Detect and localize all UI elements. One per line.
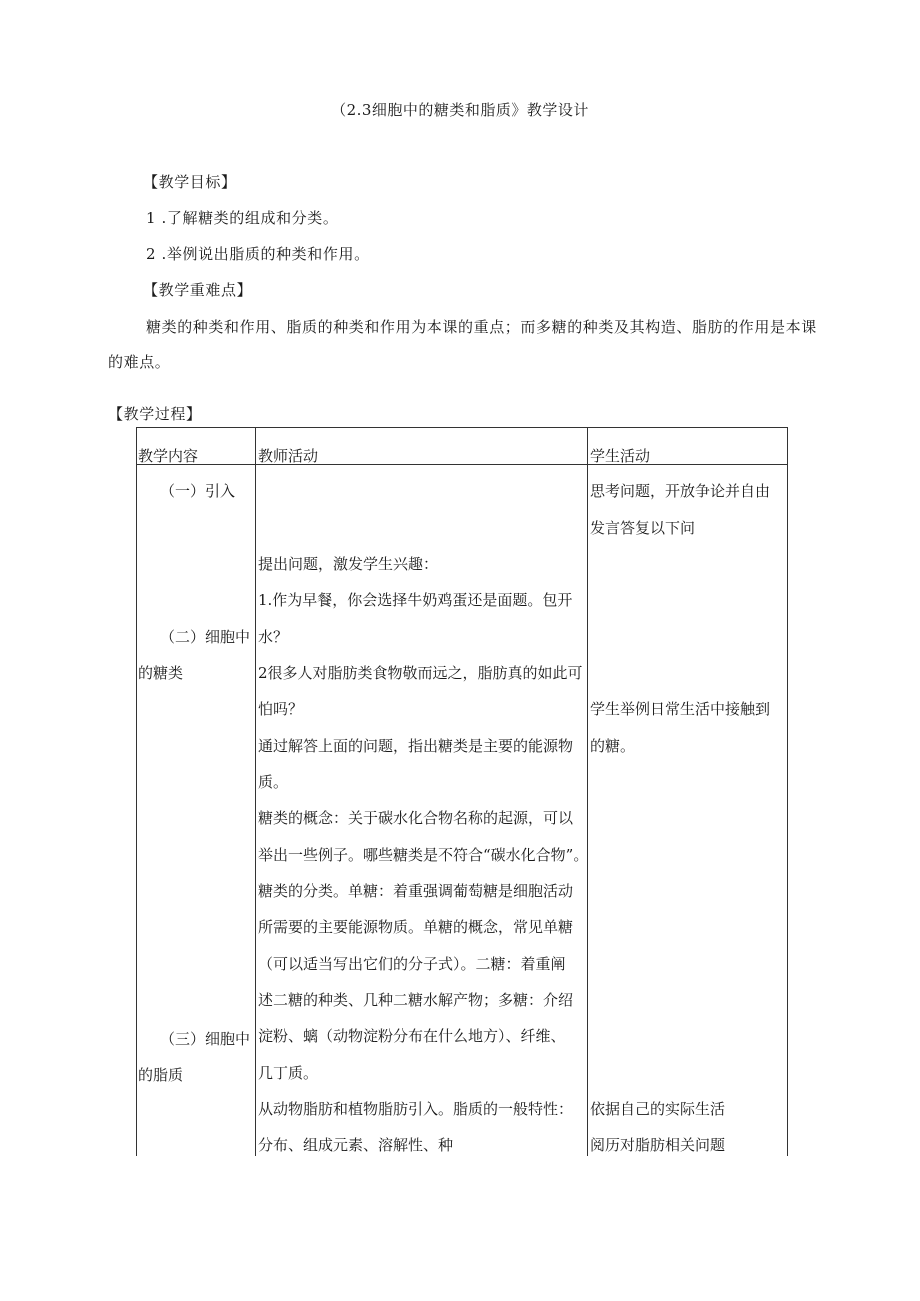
- table-col-divider-2: [587, 427, 588, 1156]
- key-points-text-cont: 的难点。: [108, 353, 171, 371]
- student-line: 学生举例日常生活中接触到: [590, 700, 771, 718]
- teacher-line: 几丁质。: [258, 1064, 319, 1082]
- teacher-line: 举出一些例子。哪些糖类是不符合“碳水化合物”。: [258, 846, 589, 864]
- teacher-line: 水？: [258, 628, 289, 646]
- teacher-line: 怕吗？: [258, 700, 304, 718]
- key-points-heading: 【教学重难点】: [143, 281, 253, 299]
- teacher-line: 述二糖的种类、几种二糖水解产物；多糖：介绍: [258, 991, 574, 1009]
- teacher-line: 从动物脂肪和植物脂肪引入。脂质的一般特性：: [258, 1100, 574, 1118]
- teacher-line: 通过解答上面的问题，指出糖类是主要的能源物: [258, 737, 574, 755]
- goals-heading: 【教学目标】: [143, 173, 237, 191]
- table-header-divider: [136, 464, 788, 465]
- section-lipids: （三）细胞中: [160, 1030, 251, 1048]
- teacher-line: 1.作为早餐，你会选择牛奶鸡蛋还是面题。包开: [258, 591, 573, 609]
- student-line: 依据自己的实际生活: [590, 1100, 726, 1118]
- table-header-student: 学生活动: [590, 447, 651, 465]
- section-intro: （一）引入: [160, 482, 236, 500]
- teacher-line: 分布、组成元素、溶解性、种: [258, 1136, 454, 1154]
- student-line: 发言答复以下问: [590, 519, 696, 537]
- document-title: （2.3细胞中的糖类和脂质》教学设计: [331, 101, 589, 119]
- table-left-border: [136, 427, 137, 1156]
- process-heading: 【教学过程】: [108, 405, 202, 423]
- teacher-line: 质。: [258, 773, 289, 791]
- student-line: 阅历对脂肪相关问题: [590, 1136, 726, 1154]
- teacher-line: 提出问题，激发学生兴趣：: [258, 555, 439, 573]
- section-sugars-cont: 的糖类: [138, 664, 184, 682]
- section-sugars: （二）细胞中: [160, 628, 251, 646]
- student-line: 的糖。: [590, 737, 636, 755]
- goal-item: 1 .了解糖类的组成和分类。: [146, 209, 339, 227]
- goal-item: 2 .举例说出脂质的种类和作用。: [146, 245, 370, 263]
- teacher-line: （可以适当写出它们的分子式）。二糖：着重阐: [258, 955, 566, 973]
- table-col-divider-1: [255, 427, 256, 1156]
- student-line: 思考问题，开放争论并自由: [590, 482, 771, 500]
- teacher-line: 糖类的分类。单糖：着重强调葡萄糖是细胞活动: [258, 882, 574, 900]
- section-lipids-cont: 的脂质: [138, 1066, 184, 1084]
- table-header-content: 教学内容: [138, 447, 199, 465]
- table-right-border: [787, 427, 788, 1156]
- teacher-line: 淀粉、螭（动物淀粉分布在什么地方）、纤维、: [258, 1027, 566, 1045]
- key-points-text: 糖类的种类和作用、脂质的种类和作用为本课的重点；而多糖的种类及其构造、脂肪的作用是本课: [146, 318, 817, 336]
- teacher-line: 所需要的主要能源物质。单糖的概念，常见单糖: [258, 918, 574, 936]
- table-top-border: [136, 427, 788, 428]
- teacher-line: 2很多人对脂肪类食物敬而远之，脂肪真的如此可: [258, 664, 583, 682]
- teacher-line: 糖类的概念：关于碳水化合物名称的起源，可以: [258, 809, 574, 827]
- table-header-teacher: 教师活动: [258, 447, 319, 465]
